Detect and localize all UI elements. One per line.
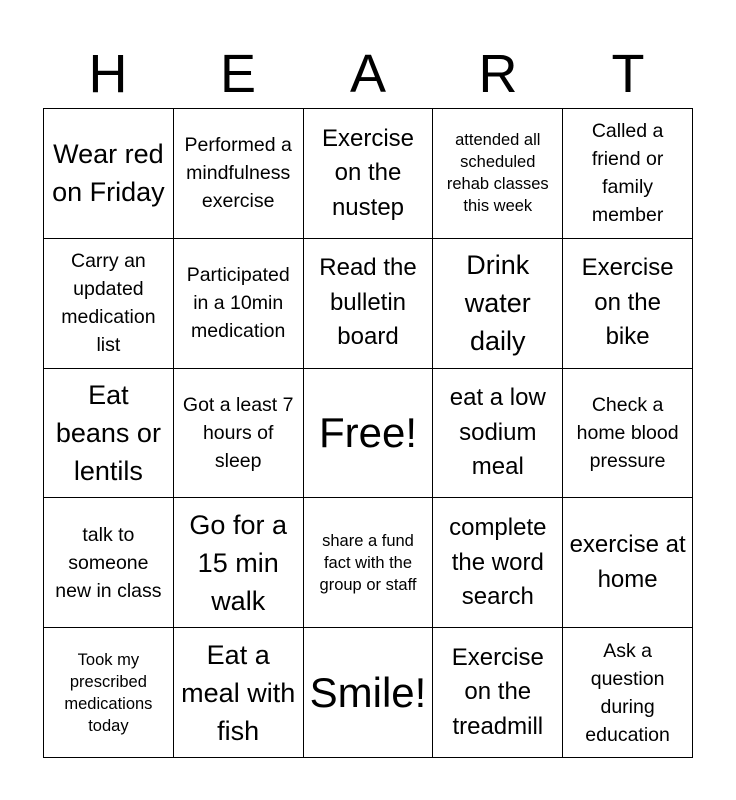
cell-text: Exercise on the bike bbox=[581, 254, 674, 351]
bingo-cell-r1-c5[interactable] bbox=[563, 109, 693, 239]
bingo-grid bbox=[43, 108, 693, 758]
bingo-cell-r4-c1[interactable] bbox=[44, 498, 174, 628]
bingo-header bbox=[43, 40, 693, 108]
header-letter-a: A bbox=[349, 44, 387, 104]
cell-text: Go for a 15 min walk bbox=[189, 509, 287, 616]
bingo-cell-r3-c1[interactable] bbox=[44, 369, 174, 499]
free-space-text: Free! bbox=[318, 408, 417, 456]
cell-text: Read the bulletin board bbox=[319, 254, 417, 351]
cell-text: Eat a meal with fish bbox=[181, 639, 296, 746]
bingo-cell-r5-c4[interactable] bbox=[433, 628, 563, 758]
bingo-cell-r2-c2[interactable] bbox=[174, 239, 304, 369]
cell-text: Drink water daily bbox=[464, 250, 531, 357]
cell-text: Smile! bbox=[309, 668, 427, 716]
bingo-cell-r1-c1[interactable] bbox=[44, 109, 174, 239]
bingo-cell-r3-c3-free[interactable] bbox=[304, 369, 434, 499]
bingo-cell-r3-c2[interactable] bbox=[174, 369, 304, 499]
bingo-cell-r4-c3[interactable] bbox=[304, 498, 434, 628]
cell-text: Took my prescribed medications today bbox=[64, 650, 153, 735]
bingo-cell-r4-c4[interactable] bbox=[433, 498, 563, 628]
bingo-cell-r5-c5[interactable] bbox=[563, 628, 693, 758]
cell-text: complete the word search bbox=[449, 514, 547, 611]
header-letter-e: E bbox=[219, 44, 257, 104]
cell-text: exercise at home bbox=[569, 531, 686, 593]
cell-text: share a fund fact with the group or staff bbox=[319, 531, 417, 594]
header-letter-t: T bbox=[611, 44, 645, 104]
cell-text: Called a friend or family member bbox=[591, 120, 664, 227]
bingo-cell-r1-c4[interactable] bbox=[433, 109, 563, 239]
cell-text: Participated in a 10min medication bbox=[186, 264, 290, 343]
cell-text: Performed a mindfulness exercise bbox=[184, 134, 292, 213]
bingo-cell-r5-c2[interactable] bbox=[174, 628, 304, 758]
bingo-cell-r1-c2[interactable] bbox=[174, 109, 304, 239]
bingo-cell-r2-c1[interactable] bbox=[44, 239, 174, 369]
cell-text: Eat beans or lentils bbox=[55, 379, 161, 486]
cell-text: eat a low sodium meal bbox=[449, 384, 546, 481]
bingo-cell-r2-c5[interactable] bbox=[563, 239, 693, 369]
bingo-cell-r5-c3[interactable] bbox=[304, 628, 434, 758]
cell-text: Carry an updated medication list bbox=[61, 250, 156, 357]
cell-text: talk to someone new in class bbox=[55, 523, 162, 602]
cell-text: Got a least 7 hours of sleep bbox=[182, 393, 294, 472]
bingo-cell-r2-c3[interactable] bbox=[304, 239, 434, 369]
bingo-cell-r2-c4[interactable] bbox=[433, 239, 563, 369]
cell-text: Ask a question during education bbox=[585, 639, 670, 746]
header-letter-r: R bbox=[478, 44, 518, 104]
bingo-cell-r3-c4[interactable] bbox=[433, 369, 563, 499]
bingo-cell-r1-c3[interactable] bbox=[304, 109, 434, 239]
bingo-cell-r4-c5[interactable] bbox=[563, 498, 693, 628]
bingo-cell-r3-c5[interactable] bbox=[563, 369, 693, 499]
cell-text: Check a home blood pressure bbox=[576, 393, 679, 472]
bingo-cell-r4-c2[interactable] bbox=[174, 498, 304, 628]
cell-text: Exercise on the nustep bbox=[321, 124, 414, 221]
cell-text: Wear red on Friday bbox=[52, 139, 165, 208]
bingo-cell-r5-c1[interactable] bbox=[44, 628, 174, 758]
header-letter-h: H bbox=[88, 44, 128, 104]
cell-text: Exercise on the treadmill bbox=[451, 643, 544, 740]
cell-text: attended all scheduled rehab classes this week bbox=[446, 131, 549, 216]
